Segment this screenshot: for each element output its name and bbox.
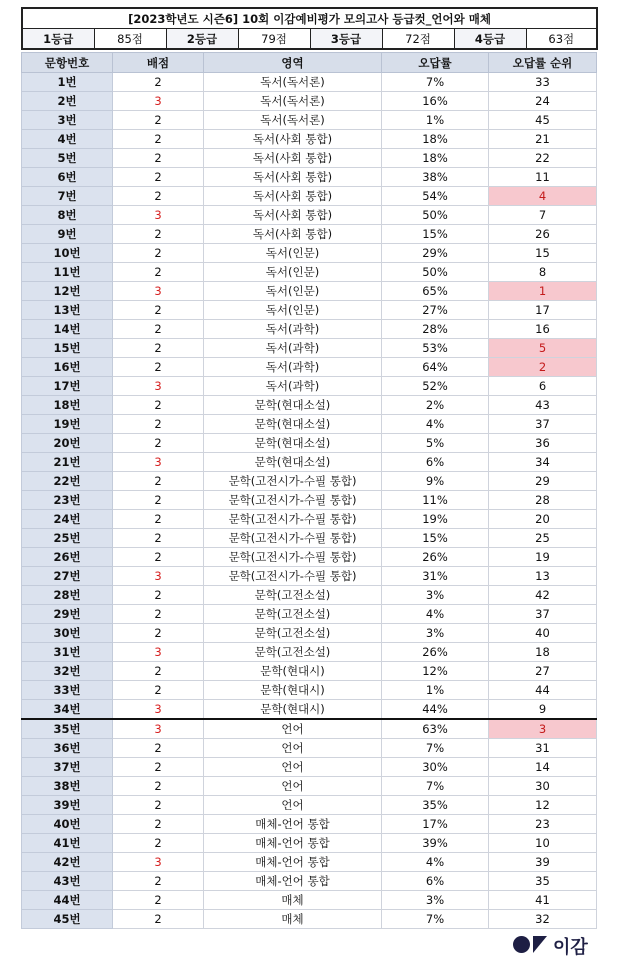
error-rate: 6% [382,872,489,891]
error-rate: 35% [382,796,489,815]
question-number: 39번 [22,796,113,815]
area: 문학(현대시) [204,681,382,700]
points: 2 [113,149,204,168]
table-row [22,510,597,529]
points: 2 [113,415,204,434]
question-number: 42번 [22,853,113,872]
table-row [22,548,597,567]
area: 매체 [204,891,382,910]
table-row [22,605,597,624]
error-rate: 11% [382,491,489,510]
question-number: 26번 [22,548,113,567]
question-number: 6번 [22,168,113,187]
table-row [22,662,597,681]
table-row [22,624,597,643]
error-rank: 35 [489,872,597,891]
points: 3 [113,700,204,720]
points: 3 [113,377,204,396]
points: 2 [113,472,204,491]
error-rate: 26% [382,548,489,567]
area: 독서(인문) [204,244,382,263]
table-row [22,758,597,777]
table-row [22,244,597,263]
error-rank: 17 [489,301,597,320]
error-rank: 20 [489,510,597,529]
question-number: 44번 [22,891,113,910]
area: 독서(독서론) [204,73,382,92]
points: 2 [113,758,204,777]
grade-score: 79점 [238,29,310,50]
question-number: 2번 [22,92,113,111]
error-rate: 7% [382,739,489,758]
area: 문학(고전소설) [204,624,382,643]
table-row [22,263,597,282]
error-rank: 6 [489,377,597,396]
column-header: 문항번호 [22,53,113,73]
points: 2 [113,777,204,796]
area: 독서(인문) [204,282,382,301]
grade-score: 72점 [382,29,454,50]
question-number: 3번 [22,111,113,130]
question-number: 31번 [22,643,113,662]
grade-label: 2등급 [166,29,238,50]
column-header: 영역 [204,53,382,73]
error-rate: 64% [382,358,489,377]
error-rank: 12 [489,796,597,815]
error-rate: 39% [382,834,489,853]
points: 3 [113,719,204,739]
error-rank: 15 [489,244,597,263]
points: 2 [113,301,204,320]
points: 2 [113,510,204,529]
question-number: 13번 [22,301,113,320]
points: 2 [113,320,204,339]
question-number: 9번 [22,225,113,244]
area: 독서(사회 통합) [204,168,382,187]
grade-label: 3등급 [310,29,382,50]
error-rank: 33 [489,73,597,92]
points: 2 [113,796,204,815]
points: 2 [113,491,204,510]
area: 문학(고전시가-수필 통합) [204,548,382,567]
table-row [22,529,597,548]
logo-triangle-icon [533,936,547,953]
question-number: 10번 [22,244,113,263]
error-rank: 14 [489,758,597,777]
area: 문학(현대소설) [204,453,382,472]
error-rank: 40 [489,624,597,643]
error-rank: 41 [489,891,597,910]
table-row [22,130,597,149]
table-row [22,320,597,339]
points: 2 [113,358,204,377]
error-rate: 7% [382,73,489,92]
question-number: 43번 [22,872,113,891]
error-rank: 13 [489,567,597,586]
error-rank: 27 [489,662,597,681]
question-number: 5번 [22,149,113,168]
error-rate: 53% [382,339,489,358]
points: 2 [113,872,204,891]
error-rank: 3 [489,719,597,739]
question-number: 17번 [22,377,113,396]
area: 독서(독서론) [204,111,382,130]
error-rank: 22 [489,149,597,168]
error-rank: 11 [489,168,597,187]
logo-text: 이감 [553,937,588,958]
points: 2 [113,73,204,92]
error-rank: 29 [489,472,597,491]
question-number: 34번 [22,700,113,720]
question-number: 33번 [22,681,113,700]
area: 문학(고전소설) [204,586,382,605]
area: 독서(인문) [204,263,382,282]
error-rank: 42 [489,586,597,605]
question-number: 28번 [22,586,113,605]
question-number: 16번 [22,358,113,377]
table-row [22,149,597,168]
error-rate: 4% [382,605,489,624]
error-rank: 24 [489,92,597,111]
table-row [22,92,597,111]
question-number: 36번 [22,739,113,758]
area: 매체 [204,910,382,929]
error-rank: 39 [489,853,597,872]
error-rank: 8 [489,263,597,282]
error-rank: 28 [489,491,597,510]
area: 문학(고전시가-수필 통합) [204,491,382,510]
area: 문학(현대소설) [204,434,382,453]
error-rate: 50% [382,263,489,282]
error-rate: 31% [382,567,489,586]
points: 2 [113,187,204,206]
column-header: 오답률 [382,53,489,73]
table-row [22,301,597,320]
error-rate: 4% [382,415,489,434]
question-number: 4번 [22,130,113,149]
points: 3 [113,282,204,301]
error-rank: 2 [489,358,597,377]
question-number: 14번 [22,320,113,339]
table-row [22,567,597,586]
area: 언어 [204,739,382,758]
grade-score: 63점 [526,29,597,50]
error-rank: 37 [489,415,597,434]
question-number: 23번 [22,491,113,510]
points: 2 [113,662,204,681]
question-number: 30번 [22,624,113,643]
area: 문학(현대소설) [204,415,382,434]
area: 독서(사회 통합) [204,206,382,225]
table-row [22,739,597,758]
error-rate: 7% [382,910,489,929]
question-number: 18번 [22,396,113,415]
table-row [22,415,597,434]
question-number: 35번 [22,719,113,739]
error-rate: 38% [382,168,489,187]
table-row [22,472,597,491]
error-rate: 27% [382,301,489,320]
points: 2 [113,168,204,187]
area: 문학(현대소설) [204,396,382,415]
points: 2 [113,605,204,624]
area: 문학(현대시) [204,700,382,720]
column-header: 오답률 순위 [489,53,597,73]
area: 문학(고전시가-수필 통합) [204,567,382,586]
points: 2 [113,263,204,282]
error-rate: 4% [382,853,489,872]
points: 2 [113,244,204,263]
table-row [22,643,597,662]
question-number: 7번 [22,187,113,206]
area: 문학(고전소설) [204,605,382,624]
table-row [22,891,597,910]
table-row [22,111,597,130]
area: 매체-언어 통합 [204,834,382,853]
error-rate: 9% [382,472,489,491]
table-row [22,282,597,301]
table-row [22,777,597,796]
error-rank: 5 [489,339,597,358]
error-rank: 36 [489,434,597,453]
question-number: 37번 [22,758,113,777]
table-row [22,225,597,244]
question-number: 45번 [22,910,113,929]
area: 문학(고전시가-수필 통합) [204,529,382,548]
question-number: 22번 [22,472,113,491]
error-rank: 45 [489,111,597,130]
question-number: 41번 [22,834,113,853]
question-number: 40번 [22,815,113,834]
area: 독서(사회 통합) [204,225,382,244]
table-row [22,434,597,453]
question-number: 1번 [22,73,113,92]
question-number: 21번 [22,453,113,472]
error-rate: 3% [382,586,489,605]
points: 2 [113,739,204,758]
igam-logo [513,932,597,958]
table-row [22,853,597,872]
error-rate: 54% [382,187,489,206]
points: 2 [113,396,204,415]
grade-score: 85점 [94,29,166,50]
area: 문학(고전소설) [204,643,382,662]
question-number: 29번 [22,605,113,624]
points: 2 [113,339,204,358]
error-rate: 7% [382,777,489,796]
error-rate: 12% [382,662,489,681]
error-rate: 15% [382,225,489,244]
error-rank: 43 [489,396,597,415]
error-rate: 52% [382,377,489,396]
question-number: 8번 [22,206,113,225]
logo-circle-icon [513,936,530,953]
error-rate: 63% [382,719,489,739]
error-rank: 34 [489,453,597,472]
error-rank: 19 [489,548,597,567]
error-rate: 6% [382,453,489,472]
area: 언어 [204,719,382,739]
question-number: 15번 [22,339,113,358]
points: 3 [113,853,204,872]
question-number: 19번 [22,415,113,434]
error-rank: 31 [489,739,597,758]
points: 2 [113,225,204,244]
question-number: 27번 [22,567,113,586]
area: 문학(현대시) [204,662,382,681]
points: 3 [113,206,204,225]
error-rate: 3% [382,624,489,643]
table-row [22,872,597,891]
error-rate: 17% [382,815,489,834]
grade-cut-header [21,7,598,50]
points: 2 [113,130,204,149]
points: 2 [113,586,204,605]
error-rank: 30 [489,777,597,796]
area: 독서(사회 통합) [204,149,382,168]
grade-label: 1등급 [22,29,94,50]
area: 독서(인문) [204,301,382,320]
table-row [22,834,597,853]
area: 독서(과학) [204,339,382,358]
table-row [22,586,597,605]
error-rate: 15% [382,529,489,548]
table-row [22,796,597,815]
table-row [22,396,597,415]
error-rank: 10 [489,834,597,853]
area: 문학(고전시가-수필 통합) [204,472,382,491]
table-row [22,206,597,225]
error-rank: 44 [489,681,597,700]
table-row [22,719,597,739]
points: 2 [113,891,204,910]
points: 2 [113,910,204,929]
error-rate: 30% [382,758,489,777]
table-row [22,700,597,720]
table-header-row [22,53,597,73]
area: 독서(사회 통합) [204,130,382,149]
error-rate: 3% [382,891,489,910]
table-row [22,339,597,358]
question-table [21,52,597,929]
table-row [22,491,597,510]
error-rate: 28% [382,320,489,339]
error-rank: 9 [489,700,597,720]
error-rank: 16 [489,320,597,339]
grade-label: 4등급 [454,29,526,50]
error-rate: 50% [382,206,489,225]
points: 3 [113,643,204,662]
question-number: 20번 [22,434,113,453]
table-row [22,910,597,929]
question-number: 11번 [22,263,113,282]
points: 2 [113,624,204,643]
question-number: 24번 [22,510,113,529]
error-rate: 26% [382,643,489,662]
points: 2 [113,434,204,453]
area: 언어 [204,758,382,777]
points: 2 [113,548,204,567]
error-rank: 7 [489,206,597,225]
area: 독서(사회 통합) [204,187,382,206]
error-rate: 44% [382,700,489,720]
error-rank: 37 [489,605,597,624]
error-rank: 32 [489,910,597,929]
question-number: 12번 [22,282,113,301]
table-row [22,681,597,700]
question-number: 25번 [22,529,113,548]
area: 문학(고전시가-수필 통합) [204,510,382,529]
points: 2 [113,681,204,700]
error-rate: 2% [382,396,489,415]
area: 독서(독서론) [204,92,382,111]
error-rate: 18% [382,149,489,168]
points: 2 [113,834,204,853]
table-row [22,168,597,187]
area: 매체-언어 통합 [204,872,382,891]
error-rate: 1% [382,111,489,130]
points: 2 [113,529,204,548]
error-rank: 23 [489,815,597,834]
points: 2 [113,111,204,130]
points: 3 [113,453,204,472]
error-rate: 1% [382,681,489,700]
grade-cut-row [22,29,597,50]
area: 언어 [204,796,382,815]
area: 독서(과학) [204,358,382,377]
table-row [22,377,597,396]
points: 3 [113,92,204,111]
error-rate: 19% [382,510,489,529]
question-number: 38번 [22,777,113,796]
error-rank: 25 [489,529,597,548]
table-row [22,73,597,92]
error-rank: 21 [489,130,597,149]
table-row [22,815,597,834]
error-rank: 18 [489,643,597,662]
column-header: 배점 [113,53,204,73]
error-rate: 65% [382,282,489,301]
area: 독서(과학) [204,377,382,396]
area: 언어 [204,777,382,796]
error-rate: 29% [382,244,489,263]
page-title: [2023학년도 시즌6] 10회 이감예비평가 모의고사 등급컷_언어와 매체 [22,8,597,29]
points: 3 [113,567,204,586]
error-rate: 16% [382,92,489,111]
points: 2 [113,815,204,834]
error-rank: 1 [489,282,597,301]
area: 독서(과학) [204,320,382,339]
error-rate: 5% [382,434,489,453]
table-row [22,187,597,206]
error-rank: 4 [489,187,597,206]
question-number: 32번 [22,662,113,681]
area: 매체-언어 통합 [204,853,382,872]
error-rate: 18% [382,130,489,149]
table-row [22,358,597,377]
table-row [22,453,597,472]
area: 매체-언어 통합 [204,815,382,834]
error-rank: 26 [489,225,597,244]
